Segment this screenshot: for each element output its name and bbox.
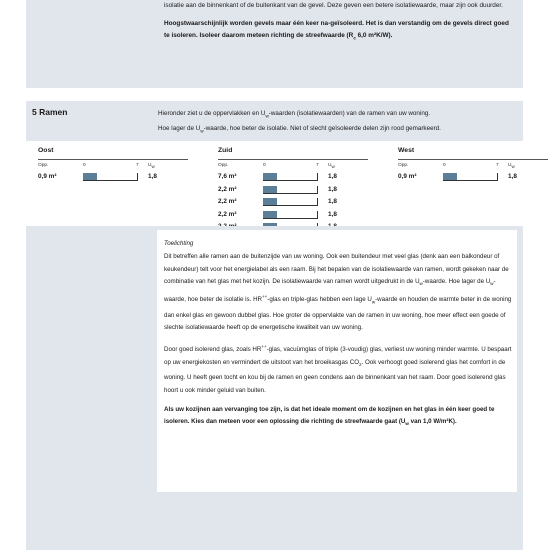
u-value-bar-fill — [263, 173, 277, 180]
window-row — [398, 172, 548, 185]
explanation-text — [164, 238, 516, 437]
window-u-value: 1,8 — [328, 210, 337, 218]
orientation-heading: Oost — [38, 147, 188, 160]
u-value-bar — [443, 173, 498, 181]
scale-labels — [398, 163, 548, 172]
orientation-column-west — [398, 142, 548, 185]
paragraph: isolatie aan de binnenkant of de buitenkant van de gevel. Deze geven een betere isolatiewaarde, maar zijn ook duurder. — [164, 2, 503, 9]
orientation-heading: Zuid — [218, 147, 368, 160]
paragraph: Dit betreffen alle ramen aan de buitenzijde van uw woning. Ook een buitendeur met veel glas (denk aan een balkondeur of keukendeur) telt voor het energielabel als een raam. Bij het bepalen van de isolatiewaarde van ramen, wordt gekeken naar de combinatie van het glas met het kozijn. De isolatiewaarde van ramen wordt uitgedrukt in de $U_w$-waarde. Hoe lager de $U_w$-waarde, hoe beter de isolatie is. HR++-glas en triple-glas hebben een lage $U_w$-waarde en houden de warmte beter in de woning dan enkel glas en gewoon dubbel glas. Hoe groter de oppervlakte van de ramen in uw woning, hoe meer effect een goede of slechte isolatiewaarde heeft op de energetische kwaliteit van uw woning. — [164, 252, 512, 332]
scale-max-label: 7 — [496, 163, 499, 168]
u-value-bar — [263, 173, 318, 181]
scale-u-wrap — [508, 163, 515, 169]
scale-min-label: 0 — [83, 163, 86, 168]
orientation-column-oost — [38, 142, 188, 185]
window-area: 2,2 m² — [218, 185, 237, 193]
paragraph-bold: Als uw kozijnen aan vervanging toe zijn, is dat het ideale moment om de kozijnen en het glas in één keer goed te isoleren. Kies dan meteen voor een oplossing die richting de streefwaarde gaat ($U_w$ van 1,0 W/m²K). — [164, 405, 495, 427]
scale-u-subscript: w — [511, 163, 515, 169]
window-area: 0,9 m² — [398, 173, 417, 180]
window-u-value: 1,8 — [328, 198, 337, 205]
scale-opp-label: Opp. — [398, 163, 409, 168]
section-title: 5 Ramen — [32, 107, 68, 117]
scale-u-wrap — [148, 163, 155, 169]
window-u-value: 1,8 — [148, 173, 157, 180]
section-intro: Hieronder ziet u de oppervlakken en $U_w$-waarden (isolatiewaarden) van de ramen van uw woning. Hoe lager de $U_w$-waarde, hoe beter de isolatie. Niet of slecht geïsoleerde delen zijn rood gemarkeerd. — [158, 110, 441, 133]
orientation-column-zuid — [218, 142, 368, 235]
paragraph: Door goed isolerend glas, zoals HR++-glas, vacuümglas of triple (3-voudig) glas, verliest uw woning minder warmte. U bespaart op uw energiekosten en vermindert de uitstoot van het broeikasgas $CO_2$. Ook verhoogt goed isolerend glas het comfort in de woning. U heeft geen tocht en kou bij de ramen en geen condens aan de binnenkant van het raam. Door goed isolerend glas hoort u ook minder geluid van buiten. — [164, 344, 512, 394]
explanation-title: Toelichting — [164, 240, 194, 247]
scale-min-label: 0 — [443, 163, 446, 168]
u-value-bar-fill — [443, 173, 457, 180]
scale-u-label: U — [148, 163, 152, 168]
u-value-bar-fill — [263, 186, 277, 193]
window-row — [218, 197, 368, 210]
scale-opp-label: Opp. — [218, 163, 229, 168]
window-area: 2,2 m² — [218, 198, 237, 205]
scale-u-label: U — [328, 163, 332, 168]
window-row — [218, 172, 368, 185]
u-value-bar — [263, 198, 318, 206]
windows-overview — [26, 142, 523, 226]
scale-labels — [218, 163, 368, 172]
window-row — [38, 172, 188, 185]
window-u-value: 1,8 — [508, 173, 517, 180]
u-value-bar — [263, 211, 318, 219]
scale-labels — [38, 163, 188, 172]
scale-opp-label: Opp. — [38, 163, 49, 168]
scale-max-label: 7 — [136, 163, 139, 168]
u-value-bar — [263, 186, 318, 194]
previous-section-text — [164, 0, 514, 50]
window-row — [218, 185, 368, 198]
scale-u-subscript: w — [331, 163, 335, 169]
scale-u-subscript: w — [151, 163, 155, 169]
window-area: 0,9 m² — [38, 173, 57, 180]
u-value-bar — [83, 173, 138, 181]
section-header — [26, 101, 523, 141]
window-row — [218, 210, 368, 223]
u-value-bar-fill — [263, 211, 277, 218]
window-area: 2,2 m² — [218, 210, 237, 218]
section-gap — [26, 88, 523, 101]
window-u-value: 1,8 — [328, 185, 337, 193]
window-u-value: 1,8 — [328, 173, 337, 180]
paragraph-bold: Hoogstwaarschijnlijk worden gevels maar één keer na-geïsoleerd. Het is dan verstandig om de gevels direct goed te isoleren. Isoleer daarom meteen richting de streefwaarde ($R_c$ 6,0 m²K/W). — [164, 19, 509, 41]
scale-u-wrap — [328, 163, 335, 169]
u-value-bar-fill — [263, 198, 277, 205]
window-area: 7,6 m² — [218, 173, 237, 180]
orientation-heading: West — [398, 147, 548, 160]
u-value-bar-fill — [83, 173, 97, 180]
scale-u-label: U — [508, 163, 512, 168]
scale-min-label: 0 — [263, 163, 266, 168]
scale-max-label: 7 — [316, 163, 319, 168]
